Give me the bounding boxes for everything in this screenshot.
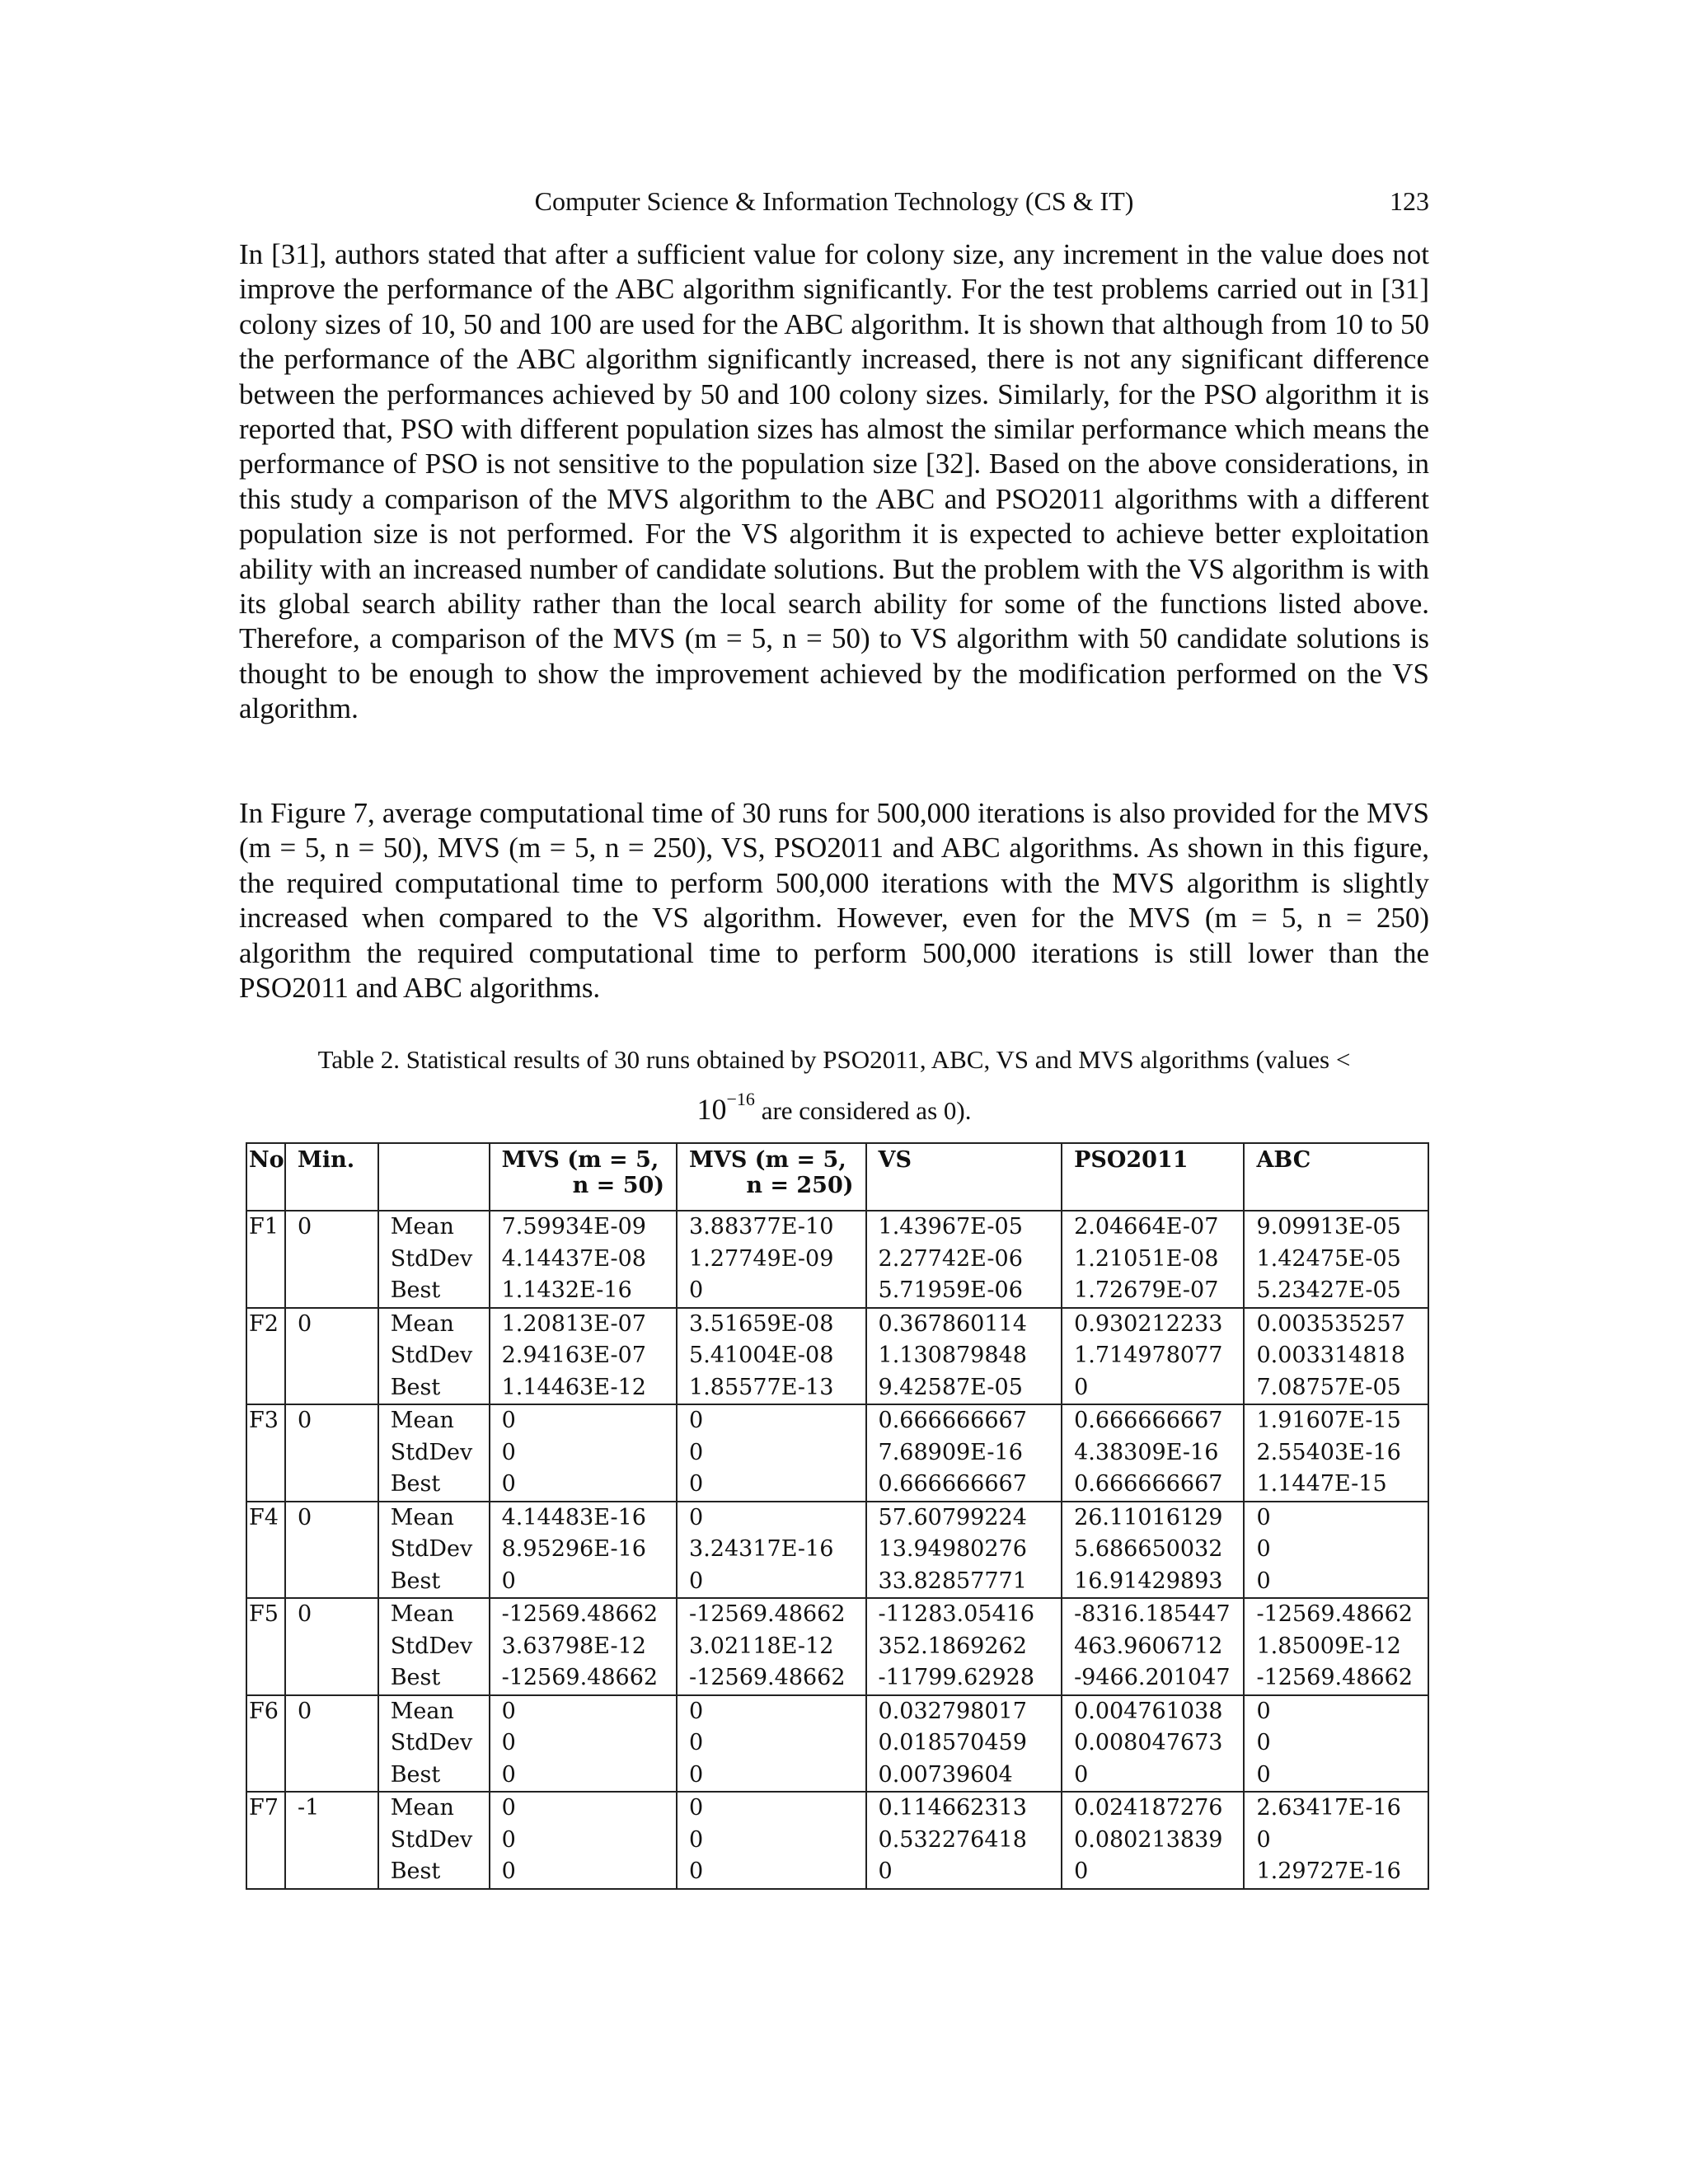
vs-cell: 9.42587E-05 <box>866 1372 1062 1405</box>
function-min-cell <box>285 1372 378 1405</box>
mvs250-cell: 5.41004E-08 <box>677 1340 865 1372</box>
pso-cell: 0 <box>1062 1760 1244 1793</box>
stat-label-cell: Mean <box>378 1792 490 1825</box>
table-row <box>246 1534 1428 1566</box>
vs-cell: 0.666666667 <box>866 1404 1062 1437</box>
table-row <box>246 1372 1428 1405</box>
function-no-cell <box>246 1825 285 1857</box>
stat-label-cell: StdDev <box>378 1727 490 1760</box>
function-no-cell: F3 <box>246 1404 285 1437</box>
caption-exponent: −16 <box>726 1089 755 1109</box>
pso-cell: 26.11016129 <box>1062 1502 1244 1535</box>
pso-cell: 2.04664E-07 <box>1062 1211 1244 1244</box>
vs-cell: 0.114662313 <box>866 1792 1062 1825</box>
header-mvs250 <box>677 1143 865 1211</box>
pso-cell: 0.004761038 <box>1062 1695 1244 1728</box>
table-row <box>246 1727 1428 1760</box>
function-no-cell <box>246 1760 285 1793</box>
table-row <box>246 1469 1428 1502</box>
header-mvs50-line2: n = 50) <box>572 1173 665 1198</box>
mvs50-cell: 0 <box>490 1437 677 1469</box>
header-stat <box>378 1143 490 1211</box>
stat-label-cell: Best <box>378 1856 490 1889</box>
pso-cell: 16.91429893 <box>1062 1566 1244 1599</box>
mvs50-cell: 0 <box>490 1404 677 1437</box>
stat-label-cell: StdDev <box>378 1825 490 1857</box>
function-no-cell <box>246 1275 285 1308</box>
function-no-cell <box>246 1631 285 1663</box>
vs-cell: 0.018570459 <box>866 1727 1062 1760</box>
abc-cell: 7.08757E-05 <box>1244 1372 1428 1405</box>
mvs50-cell: 0 <box>490 1566 677 1599</box>
header-min: Min. <box>285 1143 378 1211</box>
abc-cell: 0 <box>1244 1502 1428 1535</box>
function-min-cell <box>285 1856 378 1889</box>
mvs250-cell: 3.02118E-12 <box>677 1631 865 1663</box>
mvs250-cell: -12569.48662 <box>677 1662 865 1695</box>
mvs50-cell: 7.59934E-09 <box>490 1211 677 1244</box>
abc-cell: 1.91607E-15 <box>1244 1404 1428 1437</box>
vs-cell: 0.666666667 <box>866 1469 1062 1502</box>
stat-label-cell: Best <box>378 1566 490 1599</box>
function-no-cell <box>246 1244 285 1276</box>
mvs50-cell: 0 <box>490 1856 677 1889</box>
abc-cell: 2.55403E-16 <box>1244 1437 1428 1469</box>
abc-cell: 0 <box>1244 1760 1428 1793</box>
mvs50-cell: 0 <box>490 1760 677 1793</box>
function-min-cell <box>285 1437 378 1469</box>
table-row <box>246 1695 1428 1728</box>
table-row <box>246 1825 1428 1857</box>
table-row <box>246 1856 1428 1889</box>
header-vs: VS <box>866 1143 1062 1211</box>
caption-threshold <box>696 1089 755 1126</box>
vs-cell: 0.00739604 <box>866 1760 1062 1793</box>
pso-cell: 1.72679E-07 <box>1062 1275 1244 1308</box>
header-abc: ABC <box>1244 1143 1428 1211</box>
stat-label-cell: StdDev <box>378 1437 490 1469</box>
mvs250-cell: 3.88377E-10 <box>677 1211 865 1244</box>
function-no-cell: F5 <box>246 1598 285 1631</box>
vs-cell: 1.43967E-05 <box>866 1211 1062 1244</box>
table-caption <box>239 1038 1429 1132</box>
vs-cell: 1.130879848 <box>866 1340 1062 1372</box>
mvs250-cell: 0 <box>677 1404 865 1437</box>
stat-label-cell: Best <box>378 1372 490 1405</box>
mvs50-cell: 1.1432E-16 <box>490 1275 677 1308</box>
mvs250-cell: 0 <box>677 1469 865 1502</box>
journal-title: Computer Science & Information Technology (CS & IT) <box>534 186 1134 216</box>
mvs250-cell: 1.85577E-13 <box>677 1372 865 1405</box>
vs-cell: 0.032798017 <box>866 1695 1062 1728</box>
mvs250-cell: 0 <box>677 1275 865 1308</box>
function-min-cell: 0 <box>285 1695 378 1728</box>
function-min-cell: 0 <box>285 1404 378 1437</box>
pso-cell: 1.714978077 <box>1062 1340 1244 1372</box>
header-mvs50 <box>490 1143 677 1211</box>
table-row <box>246 1662 1428 1695</box>
mvs50-cell: 0 <box>490 1469 677 1502</box>
mvs50-cell: 4.14437E-08 <box>490 1244 677 1276</box>
vs-cell: 33.82857771 <box>866 1566 1062 1599</box>
mvs250-cell: 0 <box>677 1792 865 1825</box>
results-table <box>246 1142 1429 1890</box>
vs-cell: 352.1869262 <box>866 1631 1062 1663</box>
abc-cell: 0 <box>1244 1566 1428 1599</box>
function-min-cell <box>285 1566 378 1599</box>
table-row <box>246 1211 1428 1244</box>
table-row <box>246 1244 1428 1276</box>
function-min-cell <box>285 1760 378 1793</box>
mvs250-cell: 3.51659E-08 <box>677 1308 865 1341</box>
function-no-cell: F6 <box>246 1695 285 1728</box>
header-mvs250-line1: MVS (m = 5, <box>689 1147 846 1173</box>
function-min-cell <box>285 1469 378 1502</box>
function-no-cell: F2 <box>246 1308 285 1341</box>
pso-cell: 0.024187276 <box>1062 1792 1244 1825</box>
function-min-cell <box>285 1727 378 1760</box>
vs-cell: 5.71959E-06 <box>866 1275 1062 1308</box>
mvs50-cell: 1.14463E-12 <box>490 1372 677 1405</box>
abc-cell: 0 <box>1244 1695 1428 1728</box>
body-paragraph: In Figure 7, average computational time of 30 runs for 500,000 iterations is also provided for the MVS (m = 5, n = 50), MVS (m = 5, n = 250), VS, PSO2011 and ABC algorithms. As shown in this figure, the required computational time to perform 500,000 iterations with the MVS algorithm is slightly increased when compared to the VS algorithm. However, even for the MVS (m = 5, n = 250) algorithm the required computational time to perform 500,000 iterations is still lower than the PSO2011 and ABC algorithms. <box>239 797 1429 1005</box>
pso-cell: 4.38309E-16 <box>1062 1437 1244 1469</box>
function-no-cell <box>246 1856 285 1889</box>
stat-label-cell: Mean <box>378 1695 490 1728</box>
table-row <box>246 1792 1428 1825</box>
vs-cell: 57.60799224 <box>866 1502 1062 1535</box>
mvs50-cell: 0 <box>490 1695 677 1728</box>
pso-cell: 0.666666667 <box>1062 1404 1244 1437</box>
mvs50-cell: 2.94163E-07 <box>490 1340 677 1372</box>
function-min-cell <box>285 1244 378 1276</box>
header-mvs50-line1: MVS (m = 5, <box>501 1147 659 1173</box>
table-row <box>246 1404 1428 1437</box>
stat-label-cell: Mean <box>378 1502 490 1535</box>
function-min-cell: -1 <box>285 1792 378 1825</box>
table-row <box>246 1308 1428 1341</box>
function-no-cell <box>246 1469 285 1502</box>
stat-label-cell: StdDev <box>378 1340 490 1372</box>
vs-cell: 13.94980276 <box>866 1534 1062 1566</box>
stat-label-cell: Mean <box>378 1211 490 1244</box>
mvs250-cell: 0 <box>677 1760 865 1793</box>
mvs250-cell: 0 <box>677 1566 865 1599</box>
table-row <box>246 1340 1428 1372</box>
function-no-cell <box>246 1534 285 1566</box>
mvs250-cell: 0 <box>677 1856 865 1889</box>
stat-label-cell: StdDev <box>378 1534 490 1566</box>
function-no-cell: F4 <box>246 1502 285 1535</box>
results-table-body <box>246 1211 1428 1889</box>
page-number: 123 <box>1390 186 1429 216</box>
mvs50-cell: -12569.48662 <box>490 1662 677 1695</box>
mvs250-cell: 0 <box>677 1437 865 1469</box>
vs-cell: 7.68909E-16 <box>866 1437 1062 1469</box>
mvs250-cell: 0 <box>677 1502 865 1535</box>
pso-cell: 0.080213839 <box>1062 1825 1244 1857</box>
stat-label-cell: Best <box>378 1469 490 1502</box>
pso-cell: 0.930212233 <box>1062 1308 1244 1341</box>
abc-cell: 0 <box>1244 1825 1428 1857</box>
table-row <box>246 1437 1428 1469</box>
function-min-cell <box>285 1631 378 1663</box>
abc-cell: -12569.48662 <box>1244 1598 1428 1631</box>
pso-cell: 0 <box>1062 1856 1244 1889</box>
abc-cell: 0.003535257 <box>1244 1308 1428 1341</box>
mvs50-cell: 3.63798E-12 <box>490 1631 677 1663</box>
stat-label-cell: Mean <box>378 1308 490 1341</box>
abc-cell: 9.09913E-05 <box>1244 1211 1428 1244</box>
caption-base: 10 <box>696 1093 727 1126</box>
stat-label-cell: Mean <box>378 1598 490 1631</box>
function-no-cell <box>246 1340 285 1372</box>
abc-cell: -12569.48662 <box>1244 1662 1428 1695</box>
mvs50-cell: -12569.48662 <box>490 1598 677 1631</box>
mvs250-cell: 0 <box>677 1825 865 1857</box>
stat-label-cell: StdDev <box>378 1631 490 1663</box>
mvs250-cell: -12569.48662 <box>677 1598 865 1631</box>
function-no-cell <box>246 1437 285 1469</box>
mvs250-cell: 3.24317E-16 <box>677 1534 865 1566</box>
mvs50-cell: 0 <box>490 1792 677 1825</box>
function-min-cell: 0 <box>285 1598 378 1631</box>
function-no-cell <box>246 1566 285 1599</box>
function-min-cell <box>285 1340 378 1372</box>
stat-label-cell: Best <box>378 1275 490 1308</box>
header-no: No <box>246 1143 285 1211</box>
vs-cell: 0.367860114 <box>866 1308 1062 1341</box>
mvs250-cell: 1.27749E-09 <box>677 1244 865 1276</box>
mvs50-cell: 4.14483E-16 <box>490 1502 677 1535</box>
function-min-cell <box>285 1275 378 1308</box>
abc-cell: 0 <box>1244 1727 1428 1760</box>
mvs50-cell: 0 <box>490 1727 677 1760</box>
pso-cell: 5.686650032 <box>1062 1534 1244 1566</box>
stat-label-cell: StdDev <box>378 1244 490 1276</box>
stat-label-cell: Mean <box>378 1404 490 1437</box>
mvs50-cell: 0 <box>490 1825 677 1857</box>
function-no-cell: F1 <box>246 1211 285 1244</box>
table-row <box>246 1631 1428 1663</box>
function-min-cell <box>285 1534 378 1566</box>
vs-cell: -11799.62928 <box>866 1662 1062 1695</box>
vs-cell: -11283.05416 <box>866 1598 1062 1631</box>
header-pso: PSO2011 <box>1062 1143 1244 1211</box>
table-row <box>246 1566 1428 1599</box>
pso-cell: -8316.185447 <box>1062 1598 1244 1631</box>
body-paragraph: In [31], authors stated that after a sufficient value for colony size, any increment in the value does not improve the performance of the ABC algorithm significantly. For the test problems carried out in [31] colony sizes of 10, 50 and 100 are used for the ABC algorithm. It is shown that although from 10 to 50 the performance of the ABC algorithm significantly increased, there is not any significant difference between the performances achieved by 50 and 100 colony sizes. Similarly, for the PSO algorithm it is reported that, PSO with different population sizes has almost the similar performance which means the performance of PSO is not sensitive to the population size [32]. Based on the above considerations, in this study a comparison of the MVS algorithm to the ABC and PSO2011 algorithms with a different population size is not performed. For the VS algorithm it is expected to achieve better exploitation ability with an increased number of candidate solutions. But the problem with the VS algorithm is with its global search ability rather than the local search ability for some of the functions listed above. Therefore, a comparison of the MVS (m = 5, n = 50) to VS algorithm with 50 candidate solutions is thought to be enough to show the improvement achieved by the modification performed on the VS algorithm. <box>239 238 1429 725</box>
stat-label-cell: Best <box>378 1760 490 1793</box>
function-no-cell <box>246 1662 285 1695</box>
function-no-cell <box>246 1727 285 1760</box>
abc-cell: 1.1447E-15 <box>1244 1469 1428 1502</box>
pso-cell: 1.21051E-08 <box>1062 1244 1244 1276</box>
abc-cell: 1.29727E-16 <box>1244 1856 1428 1889</box>
vs-cell: 0.532276418 <box>866 1825 1062 1857</box>
pso-cell: 463.9606712 <box>1062 1631 1244 1663</box>
abc-cell: 0.003314818 <box>1244 1340 1428 1372</box>
caption-rest: are considered as 0). <box>754 1096 972 1125</box>
abc-cell: 1.42475E-05 <box>1244 1244 1428 1276</box>
abc-cell: 5.23427E-05 <box>1244 1275 1428 1308</box>
function-min-cell: 0 <box>285 1502 378 1535</box>
function-min-cell: 0 <box>285 1308 378 1341</box>
function-min-cell: 0 <box>285 1211 378 1244</box>
table-header-row <box>246 1143 1428 1211</box>
header-mvs250-line2: n = 250) <box>746 1173 854 1198</box>
function-no-cell: F7 <box>246 1792 285 1825</box>
table-row <box>246 1760 1428 1793</box>
function-min-cell <box>285 1825 378 1857</box>
abc-cell: 1.85009E-12 <box>1244 1631 1428 1663</box>
pso-cell: -9466.201047 <box>1062 1662 1244 1695</box>
stat-label-cell: Best <box>378 1662 490 1695</box>
abc-cell: 0 <box>1244 1534 1428 1566</box>
pso-cell: 0.008047673 <box>1062 1727 1244 1760</box>
running-header <box>239 183 1429 223</box>
mvs250-cell: 0 <box>677 1727 865 1760</box>
pso-cell: 0.666666667 <box>1062 1469 1244 1502</box>
function-min-cell <box>285 1662 378 1695</box>
vs-cell: 2.27742E-06 <box>866 1244 1062 1276</box>
pso-cell: 0 <box>1062 1372 1244 1405</box>
mvs50-cell: 1.20813E-07 <box>490 1308 677 1341</box>
mvs250-cell: 0 <box>677 1695 865 1728</box>
table-row <box>246 1275 1428 1308</box>
mvs50-cell: 8.95296E-16 <box>490 1534 677 1566</box>
caption-line <box>239 1081 1429 1132</box>
vs-cell: 0 <box>866 1856 1062 1889</box>
caption-line: Table 2. Statistical results of 30 runs obtained by PSO2011, ABC, VS and MVS algorithms (values < <box>317 1045 1351 1074</box>
table-row <box>246 1502 1428 1535</box>
function-no-cell <box>246 1372 285 1405</box>
abc-cell: 2.63417E-16 <box>1244 1792 1428 1825</box>
table-row <box>246 1598 1428 1631</box>
